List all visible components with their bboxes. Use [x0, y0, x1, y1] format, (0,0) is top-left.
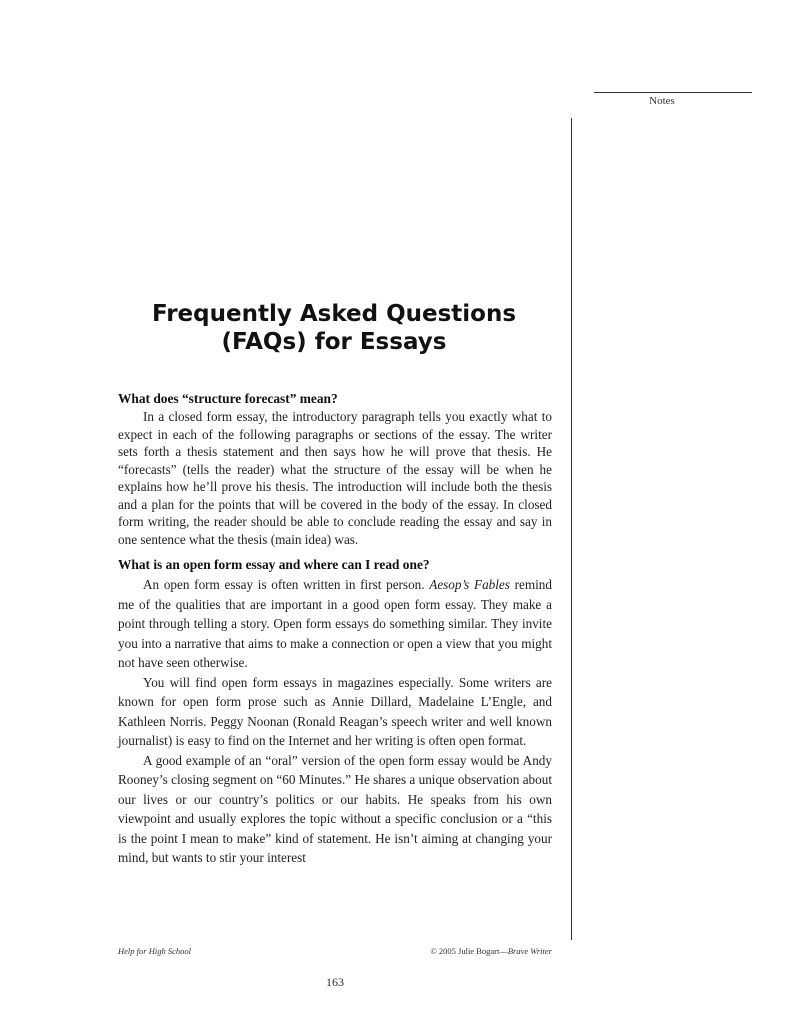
title-line-1: Frequently Asked Questions — [151, 301, 517, 327]
page-title — [118, 300, 550, 356]
margin-divider — [571, 118, 572, 940]
page-number: 163 — [326, 975, 344, 989]
paragraph-text: An open form essay is often written in first person. — [143, 577, 430, 592]
body-content — [118, 390, 552, 876]
faq-question: What is an open form essay and where can I read one? — [118, 557, 430, 572]
faq-answer-paragraph: A good example of an “oral” version of the open form essay would be Andy Rooney’s closing segment on “60 Minutes.” He shares a unique observation about our lives or our country’s politics or our habits. He speaks from his own viewpoint and usually explores the topic without a specific conclusion or a “this is the point I mean to make” kind of statement. He isn’t aiming at changing your mind, but wants to stir your interest — [118, 752, 552, 865]
footer-book-title: Help for High School — [118, 946, 191, 956]
paragraph-text: remind me of the qualities that are important in a good open form essay. They make a point through telling a story. Open form essays do something similar. They invite you into a narrative that aims to make a connection or open a view that you might not have seen otherwise. — [118, 577, 552, 670]
faq-section — [118, 390, 552, 548]
title-line-2: (FAQs) for Essays — [221, 329, 447, 355]
book-title: Aesop’s Fables — [429, 577, 510, 592]
notes-rule — [594, 92, 752, 93]
faq-answer-paragraph — [118, 575, 552, 673]
faq-question: What does “structure forecast” mean? — [118, 391, 338, 406]
publisher-name: Brave Writer — [507, 946, 552, 956]
faq-answer-paragraph: In a closed form essay, the introductory paragraph tells you exactly what to expect in each of the following paragraphs or sections of the essay. The writer sets forth a thesis statement and then says how he will prove that thesis. He “forecasts” (tells the reader) what the structure of the essay will be when he explains how he’ll prove his thesis. The introduction will include both the thesis and a plan for the points that will be covered in the body of the essay. In closed form writing, the reader should be able to conclude reading the essay and say in one sentence what the thesis (main idea) was. — [118, 409, 552, 547]
footer-copyright — [400, 946, 552, 956]
notes-label: Notes — [649, 95, 675, 107]
copyright-text: © 2005 Julie Bogart— — [430, 946, 508, 956]
faq-section — [118, 556, 552, 868]
faq-answer-paragraph: You will find open form essays in magazines especially. Some writers are known for open form prose such as Annie Dillard, Madelaine L’Engle, and Kathleen Norris. Peggy Noonan (Ronald Reagan’s speech writer and well known journalist) is easy to find on the Internet and her writing is often open format. — [118, 674, 552, 748]
